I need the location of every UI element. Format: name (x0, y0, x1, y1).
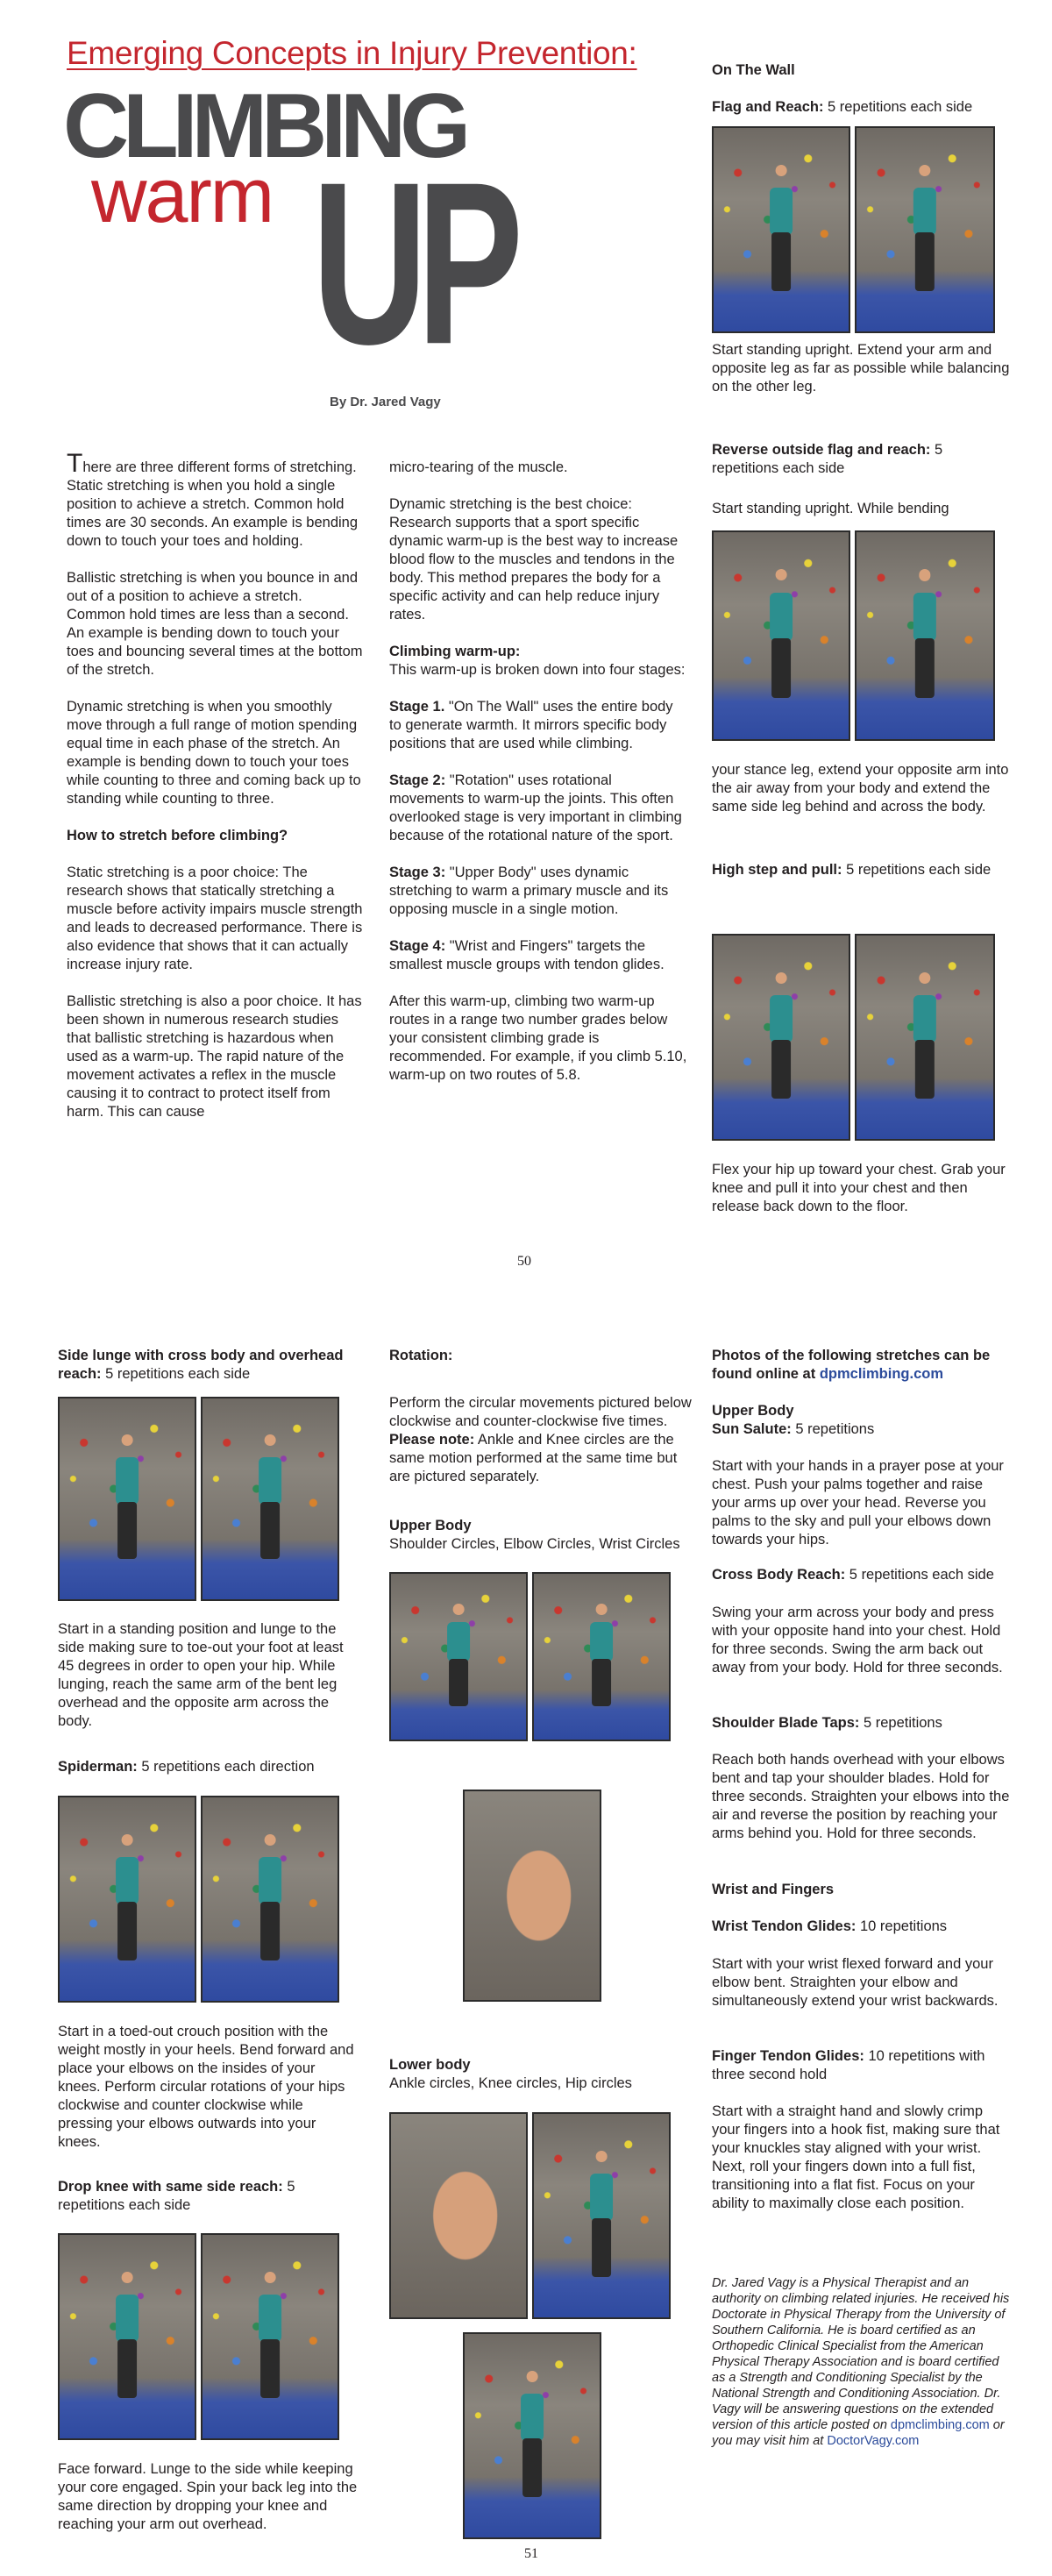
photo-knee-circles (532, 2112, 671, 2319)
finger-tendon-title: Finger Tendon Glides: 10 repetitions with three second hold (712, 2048, 985, 2082)
photo-high-step-1 (712, 934, 850, 1141)
byline: By Dr. Jared Vagy (330, 395, 441, 409)
ballistic-poor-paragraph: Ballistic stretching is also a poor choice. It has been shown in numerous research studies that ballistic stretching is hazardous when used as a warm-up. The rapid nature of the movement activates a reflex in the muscle causing it to contract to protect itself from harm. This can cause (67, 993, 362, 1120)
kicker: Emerging Concepts in Injury Prevention: (67, 35, 637, 71)
photo-reverse-flag-1 (712, 530, 850, 741)
side-lunge-desc: Start in a standing position and lunge to the side making sure to toe-out your foot at least 45 degrees in order to open your hip. While lunging, reach the same arm of the bent leg overhead and the opposite arm across the body. (58, 1621, 344, 1729)
photo-drop-knee-2 (201, 2233, 339, 2440)
rotation-heading: Rotation: (389, 1348, 453, 1363)
page-number-50: 50 (517, 1254, 531, 1269)
sun-salute-desc: Start with your hands in a prayer pose at your chest. Push your palms together and raise your arms up over your head. Reverse you palms to the sky and pull your elbows down towards your hips. (712, 1458, 1004, 1548)
stage-2: Stage 2: "Rotation" uses rotational movements to warm-up the joints. This often overlooked stage is very important in climbing because of the rotational nature of the sport. (389, 772, 682, 843)
climbing-warmup-block: Climbing warm-up: This warm-up is broken down into four stages: (389, 644, 686, 678)
page-number-51: 51 (524, 2546, 538, 2561)
flag-and-reach-desc: Start standing upright. Extend your arm and opposite leg as far as possible while balancing on the other leg. (712, 342, 1010, 395)
bio-link-dpmclimbing[interactable]: dpmclimbing.com (890, 2418, 990, 2432)
photo-flag-reach-1 (712, 126, 850, 333)
wrist-fingers-heading: Wrist and Fingers (712, 1882, 835, 1897)
photo-ankle-circles (389, 2112, 528, 2319)
shoulder-blade-desc: Reach both hands overhead with your elbows bent and tap your shoulder blades. Hold for three seconds. Straighten your elbows into the air and reverse the position by reaching your arms behind you. Hold for three seconds. (712, 1752, 1010, 1841)
column-2 (389, 459, 687, 1085)
high-step-title: High step and pull: 5 repetitions each side (712, 862, 992, 878)
dynamic-best-paragraph: Dynamic stretching is the best choice: Research supports that a sport specific dynamic warm-up is the best way to increase blood flow to the muscles and tendons in the body. This method prepares the body for a specific activity and can help reduce injury rates. (389, 496, 679, 623)
ballistic-paragraph: Ballistic stretching is when you bounce in and out of a position to achieve a stretch. Common hold times are less than a second. An example is bending down to touch your toes and bouncing several times at the bottom of the stretch. (67, 570, 363, 678)
after-warmup-paragraph: After this warm-up, climbing two warm-up routes in a range two number grades below your consistent climbing grade is recommended. For example, if you climb 5.10, warm-up on two routes of 5.8. (389, 993, 687, 1083)
dpmclimbing-link[interactable]: dpmclimbing.com (819, 1366, 944, 1382)
upper-body-section: Upper Body Sun Salute: 5 repetitions (712, 1403, 875, 1437)
drop-knee-desc: Face forward. Lunge to the side while keeping your core engaged. Spin your back leg into the same direction by dropping your knee and reaching your arm out overhead. (58, 2461, 358, 2532)
rotation-lower-body: Lower body Ankle circles, Knee circles, Hip circles (389, 2057, 632, 2091)
bio-link-doctorvagy[interactable]: DoctorVagy.com (827, 2434, 920, 2448)
photo-high-step-2 (855, 934, 995, 1141)
photo-shoulder-circles (389, 1572, 528, 1741)
rotation-intro: Perform the circular movements pictured below clockwise and counter-clockwise five times. Please note: Ankle and Knee circles are the same motion performed at the same time but are pictured separately. (389, 1395, 692, 1484)
dynamic-paragraph: Dynamic stretching is when you smoothly move through a full range of motion spending equal time in each phase of the stretch. An example is bending down to touch your toes while counting to three and coming back up to standing while counting to three. (67, 699, 361, 807)
on-the-wall-heading: On The Wall (712, 62, 795, 78)
spiderman-title: Spiderman: 5 repetitions each direction (58, 1759, 315, 1775)
photo-hip-circles (463, 2332, 601, 2539)
wrist-tendon-desc: Start with your wrist flexed forward and your elbow bent. Straighten your elbow and simultaneously extend your wrist backwards. (712, 1956, 999, 2009)
photo-reverse-flag-2 (855, 530, 995, 741)
photos-online-note: Photos of the following stretches can be found online at dpmclimbing.com (712, 1348, 991, 1382)
drop-knee-title: Drop knee with same side reach: 5 repetitions each side (58, 2179, 295, 2213)
title-warm: warm (91, 152, 274, 238)
title-climbing: CLIMBING (63, 75, 466, 177)
wrist-tendon-title: Wrist Tendon Glides: 10 repetitions (712, 1918, 948, 1934)
rotation-upper-body: Upper Body Shoulder Circles, Elbow Circles, Wrist Circles (389, 1518, 680, 1552)
cross-body-title: Cross Body Reach: 5 repetitions each side (712, 1567, 994, 1583)
photo-wrist-circles (463, 1790, 601, 2002)
author-bio: Dr. Jared Vagy is a Physical Therapist and an authority on climbing related injuries. He received his Doctorate in Physical Therapy from the University of Southern California. He is board certified as an Orthopedic Clinical Specialist from the American Physical Therapy Association and is board certified as a Strength and Conditioning Specialist by the National Strength and Conditioning Association. Dr. Vagy will be answering questions on the extended version of this article posted on dpmclimbing.com or you may visit him at DoctorVagy.com (712, 2276, 1010, 2448)
micro-tearing-text: micro-tearing of the muscle. (389, 459, 568, 475)
column-1 (67, 449, 365, 1121)
stage-3: Stage 3: "Upper Body" uses dynamic stretching to warm a primary muscle and its opposing muscle in a single motion. (389, 865, 669, 917)
flag-and-reach-title: Flag and Reach: 5 repetitions each side (712, 99, 973, 115)
spiderman-desc: Start in a toed-out crouch position with the weight mostly in your heels. Bend forward and place your elbows on the insides of your knees. Perform circular rotations of your hips clockwise and counter clockwise while pressing your elbows outwards into your knees. (58, 2024, 354, 2150)
intro-paragraph: There are three different forms of stretching. Static stretching is when you hold a single position to achieve a stretch. Common hold times are 30 seconds. An example is bending down to touch your toes and holding. (67, 449, 359, 549)
reverse-flag-title: Reverse outside flag and reach: 5 repetitions each side (712, 442, 943, 476)
stage-4: Stage 4: "Wrist and Fingers" targets the smallest muscle groups with tendon glides. (389, 938, 665, 972)
reverse-flag-desc-2: your stance leg, extend your opposite arm into the air away from your body and extend the same side leg behind and across the body. (712, 762, 1009, 815)
photo-spiderman-2 (201, 1796, 339, 2003)
stage-1: Stage 1. "On The Wall" uses the entire body to generate warmth. It mirrors specific body positions that are used while climbing. (389, 699, 673, 751)
photo-side-lunge-2 (201, 1397, 339, 1601)
title-up: UP (312, 133, 513, 393)
photo-side-lunge-1 (58, 1397, 196, 1601)
photo-flag-reach-2 (855, 126, 995, 333)
cross-body-desc: Swing your arm across your body and press with your opposite hand into your chest. Hold for three seconds. Swing the arm back out away from your body. Hold for three seconds. (712, 1605, 1003, 1676)
photo-spiderman-1 (58, 1796, 196, 2003)
reverse-flag-desc-1: Start standing upright. While bending (712, 501, 949, 516)
shoulder-blade-title: Shoulder Blade Taps: 5 repetitions (712, 1715, 942, 1731)
how-to-stretch-heading: How to stretch before climbing? (67, 828, 288, 843)
drop-cap: T (67, 449, 83, 478)
side-lunge-title: Side lunge with cross body and overhead reach: 5 repetitions each side (58, 1348, 344, 1382)
photo-elbow-circles (532, 1572, 671, 1741)
high-step-desc: Flex your hip up toward your chest. Grab your knee and pull it into your chest and then release back down to the floor. (712, 1162, 1006, 1214)
static-poor-paragraph: Static stretching is a poor choice: The research shows that statically stretching a muscle before activity impairs muscle strength and leads to decreased performance. There is also evidence that shows that it can actually increase injury rate. (67, 865, 363, 972)
photo-drop-knee-1 (58, 2233, 196, 2440)
finger-tendon-desc: Start with a straight hand and slowly crimp your fingers into a hook fist, making sure that your knuckles stay aligned with your wrist. Next, roll your fingers down into a full fist, transitioning into a flat fist. Focus on your ability to maximally close each position. (712, 2103, 1000, 2211)
